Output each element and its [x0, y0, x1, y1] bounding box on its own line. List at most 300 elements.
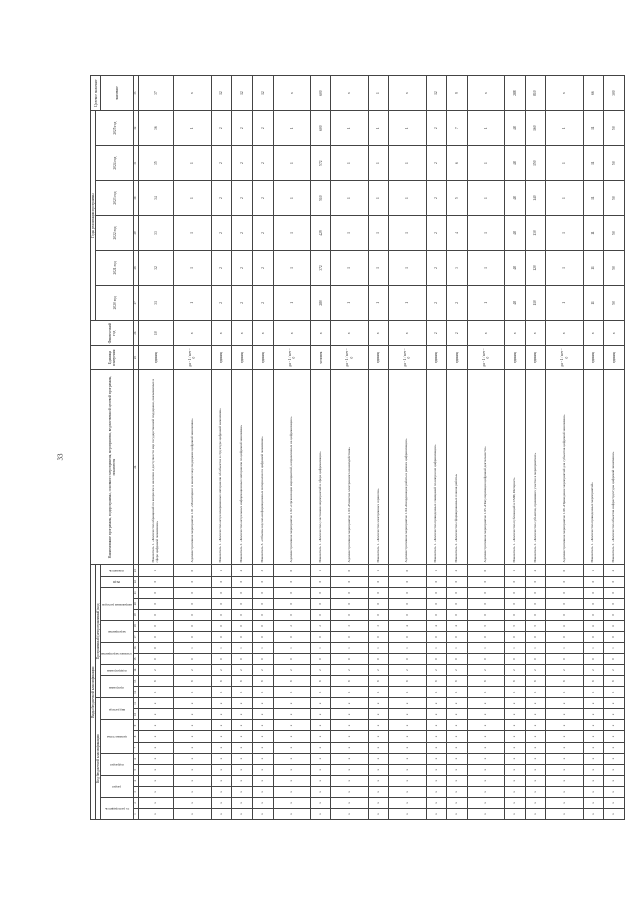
- code-cell: 0: [583, 587, 604, 598]
- code-cell: х: [138, 764, 173, 775]
- code-cell: х: [467, 698, 504, 709]
- code-cell: х: [252, 786, 273, 797]
- column-number: 13: [134, 676, 138, 687]
- code-cell: 1: [467, 643, 504, 654]
- value-cell: 1: [273, 111, 310, 146]
- code-cell: х: [138, 786, 173, 797]
- unit-cell: да - 1 / нет - 0: [273, 346, 310, 369]
- code-cell: х: [252, 742, 273, 753]
- code-cell: х: [252, 709, 273, 720]
- value-cell: 32: [138, 250, 173, 285]
- value-cell: 1: [467, 111, 504, 146]
- code-cell: х: [447, 775, 468, 786]
- code-cell: 2: [389, 665, 426, 676]
- code-cell: х: [273, 720, 310, 731]
- code-cell: 8: [467, 676, 504, 687]
- code-cell: х: [505, 797, 526, 808]
- code-cell: 0: [368, 609, 389, 620]
- code-cell: 0: [426, 598, 447, 609]
- code-cell: х: [174, 753, 211, 764]
- value-cell: 7: [447, 111, 468, 146]
- code-cell: х: [310, 797, 331, 808]
- indicator-text: Административное мероприятие 1.03 «Развитие электронного взаимодействия»: [331, 369, 368, 565]
- code-cell: х: [467, 720, 504, 731]
- col-label-6: подпрограмма: [107, 669, 127, 673]
- code-cell: 1: [232, 687, 253, 698]
- code-cell: 0: [252, 587, 273, 598]
- value-cell: 288: [505, 76, 526, 111]
- code-cell: х: [138, 753, 173, 764]
- value-cell: 48: [505, 181, 526, 216]
- code-cell: 3: [368, 620, 389, 631]
- code-cell: х: [211, 764, 232, 775]
- value-cell: 48: [505, 285, 526, 320]
- table-row: [583, 76, 604, 820]
- final-value-header: значение: [101, 76, 134, 111]
- code-cell: 0: [273, 565, 310, 576]
- code-cell: х: [447, 786, 468, 797]
- code-cell: 2: [174, 665, 211, 676]
- value-cell: х: [273, 76, 310, 111]
- column-number: 30: [134, 181, 138, 216]
- value-cell: 33: [138, 216, 173, 251]
- code-cell: х: [546, 731, 583, 742]
- value-cell: 11: [583, 111, 604, 146]
- code-cell: х: [467, 808, 504, 819]
- code-cell: х: [583, 775, 604, 786]
- code-cell: х: [211, 731, 232, 742]
- value-cell: 1: [174, 111, 211, 146]
- code-cell: х: [252, 797, 273, 808]
- value-cell: 2: [426, 250, 447, 285]
- code-cell: 2: [252, 665, 273, 676]
- indicator-title-header: Наименование программы, подпрограммы, основного мероприятия, мероприятия, ведомственной целевой программы, показателя: [91, 369, 134, 565]
- code-cell: 0: [273, 631, 310, 642]
- value-cell: 2: [426, 216, 447, 251]
- value-cell: 140: [525, 181, 546, 216]
- code-cell: 0: [368, 654, 389, 665]
- table-row: [174, 76, 211, 820]
- code-cell: х: [232, 720, 253, 731]
- code-cell: 1: [138, 687, 173, 698]
- code-cell: х: [252, 731, 273, 742]
- code-cell: 0: [525, 609, 546, 620]
- col-label-2: подраздел: [109, 763, 124, 768]
- code-cell: 0: [525, 598, 546, 609]
- code-cell: 0: [546, 598, 583, 609]
- code-cell: 1: [505, 565, 526, 576]
- value-cell: 810: [525, 76, 546, 111]
- code-cell: 1: [583, 643, 604, 654]
- code-cell: 0: [467, 565, 504, 576]
- program-code-header: Программный (непрограммный) код: [96, 565, 101, 698]
- code-cell: х: [389, 775, 426, 786]
- code-cell: 1: [211, 643, 232, 654]
- code-cell: х: [426, 808, 447, 819]
- code-cell: х: [310, 742, 331, 753]
- col-label-3: целевая статья: [106, 735, 127, 740]
- code-cell: 0: [174, 609, 211, 620]
- code-cell: 0: [211, 598, 232, 609]
- code-cell: х: [211, 720, 232, 731]
- code-cell: х: [310, 775, 331, 786]
- final-header: Целевое значение: [91, 76, 101, 111]
- code-cell: х: [467, 709, 504, 720]
- code-cell: х: [505, 753, 526, 764]
- code-cell: х: [232, 808, 253, 819]
- code-cell: 0: [389, 598, 426, 609]
- code-cell: х: [368, 720, 389, 731]
- code-cell: 0: [331, 587, 368, 598]
- indicator-text: Показатель 3. «Объемы научно-информационных материалов по цифровой экономике»: [252, 369, 273, 565]
- code-cell: 0: [447, 576, 468, 587]
- indicator-text: Показатель 1. «Количество обращений по вопросам о наличии и доступности мер государственной поддержки, оказываемых в сфере цифровой экономики»: [138, 369, 173, 565]
- indicator-text: Административное мероприятие 1.05 «Популяризация цифровой деятельности»: [467, 369, 504, 565]
- code-cell: 0: [232, 631, 253, 642]
- code-cell: 0: [232, 620, 253, 631]
- value-cell: 1: [174, 216, 211, 251]
- col-label-4: вид расхода: [108, 707, 125, 712]
- value-cell: 1: [546, 146, 583, 181]
- year-2020: 2020 год: [96, 285, 134, 320]
- actual-cell: х: [331, 320, 368, 346]
- code-cell: х: [211, 753, 232, 764]
- code-cell: х: [232, 797, 253, 808]
- code-cell: 1: [525, 643, 546, 654]
- code-cell: 8: [426, 676, 447, 687]
- code-cell: х: [447, 742, 468, 753]
- value-cell: 12: [211, 76, 232, 111]
- code-cell: х: [252, 753, 273, 764]
- code-cell: х: [252, 720, 273, 731]
- code-cell: 8: [505, 676, 526, 687]
- code-cell: 1: [331, 687, 368, 698]
- code-cell: 1: [273, 687, 310, 698]
- value-cell: 2: [252, 146, 273, 181]
- code-cell: 0: [426, 654, 447, 665]
- code-cell: х: [583, 709, 604, 720]
- actual-cell: х: [252, 320, 273, 346]
- code-cell: 0: [389, 565, 426, 576]
- code-cell: х: [426, 742, 447, 753]
- code-cell: х: [583, 698, 604, 709]
- code-cell: 1: [525, 687, 546, 698]
- code-cell: 0: [546, 654, 583, 665]
- indicator-text: Административное мероприятие 1.06 «Проведение мероприятий для субъектов цифровой экономики»: [546, 369, 583, 565]
- value-cell: 5: [447, 181, 468, 216]
- code-cell: х: [331, 808, 368, 819]
- table-row: [368, 76, 389, 820]
- value-cell: 11: [583, 146, 604, 181]
- year-2023: 2023 год: [96, 181, 134, 216]
- code-cell: х: [310, 698, 331, 709]
- code-cell: 0: [273, 587, 310, 598]
- column-number: 27: [134, 285, 138, 320]
- column-number: 23: [134, 565, 138, 576]
- code-cell: 0: [525, 576, 546, 587]
- code-cell: 1: [546, 687, 583, 698]
- value-cell: 50: [604, 250, 625, 285]
- actual-cell: х: [389, 320, 426, 346]
- unit-cell: человек: [310, 346, 331, 369]
- table-row: [273, 76, 310, 820]
- code-cell: 4: [426, 620, 447, 631]
- code-cell: 0: [310, 587, 331, 598]
- value-cell: 2: [211, 285, 232, 320]
- code-cell: 0: [505, 654, 526, 665]
- code-cell: х: [525, 786, 546, 797]
- code-cell: 3: [252, 565, 273, 576]
- value-cell: 1: [389, 111, 426, 146]
- column-number: 21: [134, 587, 138, 598]
- value-cell: 372: [310, 250, 331, 285]
- value-cell: 50: [604, 181, 625, 216]
- value-cell: 48: [505, 216, 526, 251]
- actual-cell: х: [310, 320, 331, 346]
- code-cell: 1: [368, 687, 389, 698]
- code-cell: х: [505, 731, 526, 742]
- code-cell: 1: [273, 643, 310, 654]
- value-cell: 50: [604, 111, 625, 146]
- code-cell: х: [389, 786, 426, 797]
- code-cell: 0: [467, 631, 504, 642]
- code-cell: х: [252, 764, 273, 775]
- code-cell: 0: [232, 587, 253, 598]
- code-cell: х: [232, 753, 253, 764]
- code-cell: 0: [505, 587, 526, 598]
- actual-cell: х: [273, 320, 310, 346]
- code-cell: х: [331, 764, 368, 775]
- value-cell: 1: [467, 216, 504, 251]
- code-cell: 0: [604, 576, 625, 587]
- code-cell: х: [389, 720, 426, 731]
- code-cell: х: [389, 764, 426, 775]
- code-cell: 0: [211, 631, 232, 642]
- code-cell: х: [583, 764, 604, 775]
- code-cell: 0: [310, 576, 331, 587]
- code-cell: 8: [546, 676, 583, 687]
- table-row: [232, 76, 253, 820]
- col-label-9: направление расходов: [101, 602, 132, 607]
- code-cell: х: [138, 698, 173, 709]
- code-cell: х: [583, 720, 604, 731]
- code-cell: х: [331, 720, 368, 731]
- code-cell: 5: [467, 620, 504, 631]
- value-cell: 1: [273, 146, 310, 181]
- value-cell: 2: [426, 285, 447, 320]
- code-cell: х: [211, 742, 232, 753]
- code-cell: х: [138, 797, 173, 808]
- code-cell: 0: [310, 654, 331, 665]
- column-number: 19: [134, 609, 138, 620]
- code-cell: 8: [447, 676, 468, 687]
- code-cell: 8: [389, 676, 426, 687]
- code-cell: 8: [583, 676, 604, 687]
- column-number: 3: [134, 786, 138, 797]
- value-cell: 2: [252, 181, 273, 216]
- code-cell: х: [447, 797, 468, 808]
- value-cell: 280: [310, 285, 331, 320]
- value-cell: 11: [583, 181, 604, 216]
- code-cell: 0: [389, 631, 426, 642]
- actual-cell: х: [232, 320, 253, 346]
- code-cell: 0: [583, 576, 604, 587]
- code-cell: х: [138, 808, 173, 819]
- code-cell: х: [525, 709, 546, 720]
- code-cell: х: [389, 797, 426, 808]
- code-cell: х: [232, 742, 253, 753]
- code-cell: х: [583, 786, 604, 797]
- code-cell: х: [505, 709, 526, 720]
- indicator-text: Административное мероприятие 1.01 «Мониторинг и анализ мер поддержки цифровой экономики»: [174, 369, 211, 565]
- code-cell: х: [604, 775, 625, 786]
- code-cell: х: [331, 775, 368, 786]
- year-2021: 2021 год: [96, 250, 134, 285]
- code-cell: х: [232, 764, 253, 775]
- code-cell: 0: [232, 598, 253, 609]
- code-cell: х: [525, 720, 546, 731]
- code-cell: 0: [505, 598, 526, 609]
- table-row: [604, 76, 625, 820]
- code-cell: х: [310, 731, 331, 742]
- code-cell: 0: [467, 609, 504, 620]
- code-cell: х: [583, 808, 604, 819]
- code-cell: 0: [368, 598, 389, 609]
- code-cell: х: [426, 720, 447, 731]
- code-cell: 8: [273, 676, 310, 687]
- code-cell: х: [273, 764, 310, 775]
- code-cell: 2: [604, 665, 625, 676]
- code-cell: 0: [546, 576, 583, 587]
- value-cell: 11: [583, 285, 604, 320]
- value-cell: 2: [426, 181, 447, 216]
- code-cell: 0: [211, 620, 232, 631]
- code-cell: 0: [232, 654, 253, 665]
- code-cell: х: [604, 742, 625, 753]
- value-cell: 2: [252, 111, 273, 146]
- code-cell: 0: [604, 587, 625, 598]
- code-cell: 0: [252, 598, 273, 609]
- value-cell: 1: [331, 285, 368, 320]
- code-cell: 1: [505, 687, 526, 698]
- code-cell: 0: [368, 631, 389, 642]
- code-cell: 2: [310, 620, 331, 631]
- code-cell: 2: [546, 665, 583, 676]
- code-cell: х: [273, 797, 310, 808]
- indicator-text: Административное мероприятие 1.04 «Координация работы в рамках цифровизации»: [389, 369, 426, 565]
- code-cell: 1: [368, 565, 389, 576]
- code-cell: 0: [273, 576, 310, 587]
- code-cell: 0: [331, 631, 368, 642]
- code-cell: х: [426, 786, 447, 797]
- value-cell: х: [467, 76, 504, 111]
- budget-code-header: Код бюджетной классификации: [96, 698, 101, 820]
- value-cell: 2: [232, 146, 253, 181]
- code-cell: 1: [252, 687, 273, 698]
- value-cell: 1: [546, 216, 583, 251]
- column-number: 16: [134, 643, 138, 654]
- code-cell: х: [546, 753, 583, 764]
- code-cell: х: [252, 698, 273, 709]
- column-number: 14: [134, 665, 138, 676]
- code-cell: 0: [331, 654, 368, 665]
- value-cell: 1: [174, 181, 211, 216]
- value-cell: 600: [310, 111, 331, 146]
- code-cell: 0: [447, 654, 468, 665]
- code-cell: х: [368, 753, 389, 764]
- code-cell: 2: [273, 620, 310, 631]
- code-cell: 2: [310, 665, 331, 676]
- unit-cell: да - 1 / нет - 0: [174, 346, 211, 369]
- code-cell: 0: [138, 620, 173, 631]
- indicator-text: Показатель 2. «Количество актуальных информационных материалов по цифровой экономике»: [232, 369, 253, 565]
- code-cell: х: [310, 808, 331, 819]
- year-2025: 2025 год: [96, 111, 134, 146]
- code-cell: 0: [604, 598, 625, 609]
- value-cell: 1: [368, 250, 389, 285]
- indicator-text: Показатель 2. «Количество сформированных планов работы»: [447, 369, 468, 565]
- code-cell: х: [368, 764, 389, 775]
- unit-cell: единиц: [583, 346, 604, 369]
- code-cell: х: [525, 731, 546, 742]
- code-cell: 8: [211, 676, 232, 687]
- code-cell: х: [232, 775, 253, 786]
- code-cell: х: [331, 797, 368, 808]
- code-cell: х: [310, 709, 331, 720]
- code-cell: 0: [331, 598, 368, 609]
- code-cell: 0: [174, 565, 211, 576]
- unit-cell: да - 1 / нет - 0: [389, 346, 426, 369]
- program-table: [90, 75, 625, 820]
- code-cell: х: [467, 786, 504, 797]
- code-cell: х: [389, 731, 426, 742]
- code-cell: х: [546, 742, 583, 753]
- code-cell: х: [211, 797, 232, 808]
- table-row: [211, 76, 232, 820]
- value-cell: 1: [467, 181, 504, 216]
- code-cell: 0: [467, 587, 504, 598]
- code-cell: 0: [174, 576, 211, 587]
- actual-cell: х: [505, 320, 526, 346]
- code-cell: х: [583, 742, 604, 753]
- code-cell: 2: [138, 665, 173, 676]
- code-cell: х: [389, 753, 426, 764]
- code-cell: 0: [583, 654, 604, 665]
- code-cell: х: [546, 808, 583, 819]
- code-cell: х: [447, 808, 468, 819]
- code-cell: 0: [138, 654, 173, 665]
- code-cell: х: [604, 786, 625, 797]
- code-cell: х: [368, 731, 389, 742]
- value-cell: 1: [273, 216, 310, 251]
- rotated-sheet: [90, 75, 625, 820]
- code-cell: 0: [426, 631, 447, 642]
- code-cell: 1: [310, 687, 331, 698]
- code-cell: х: [546, 764, 583, 775]
- value-cell: 1: [273, 250, 310, 285]
- code-cell: 0: [273, 609, 310, 620]
- table-row: [331, 76, 368, 820]
- column-number: 6: [134, 753, 138, 764]
- code-cell: х: [426, 753, 447, 764]
- unit-cell: единиц: [368, 346, 389, 369]
- code-cell: 2: [368, 665, 389, 676]
- code-cell: х: [273, 731, 310, 742]
- code-cell: х: [525, 808, 546, 819]
- code-cell: 1: [368, 643, 389, 654]
- code-cell: 0: [426, 587, 447, 598]
- actual-cell: х: [211, 320, 232, 346]
